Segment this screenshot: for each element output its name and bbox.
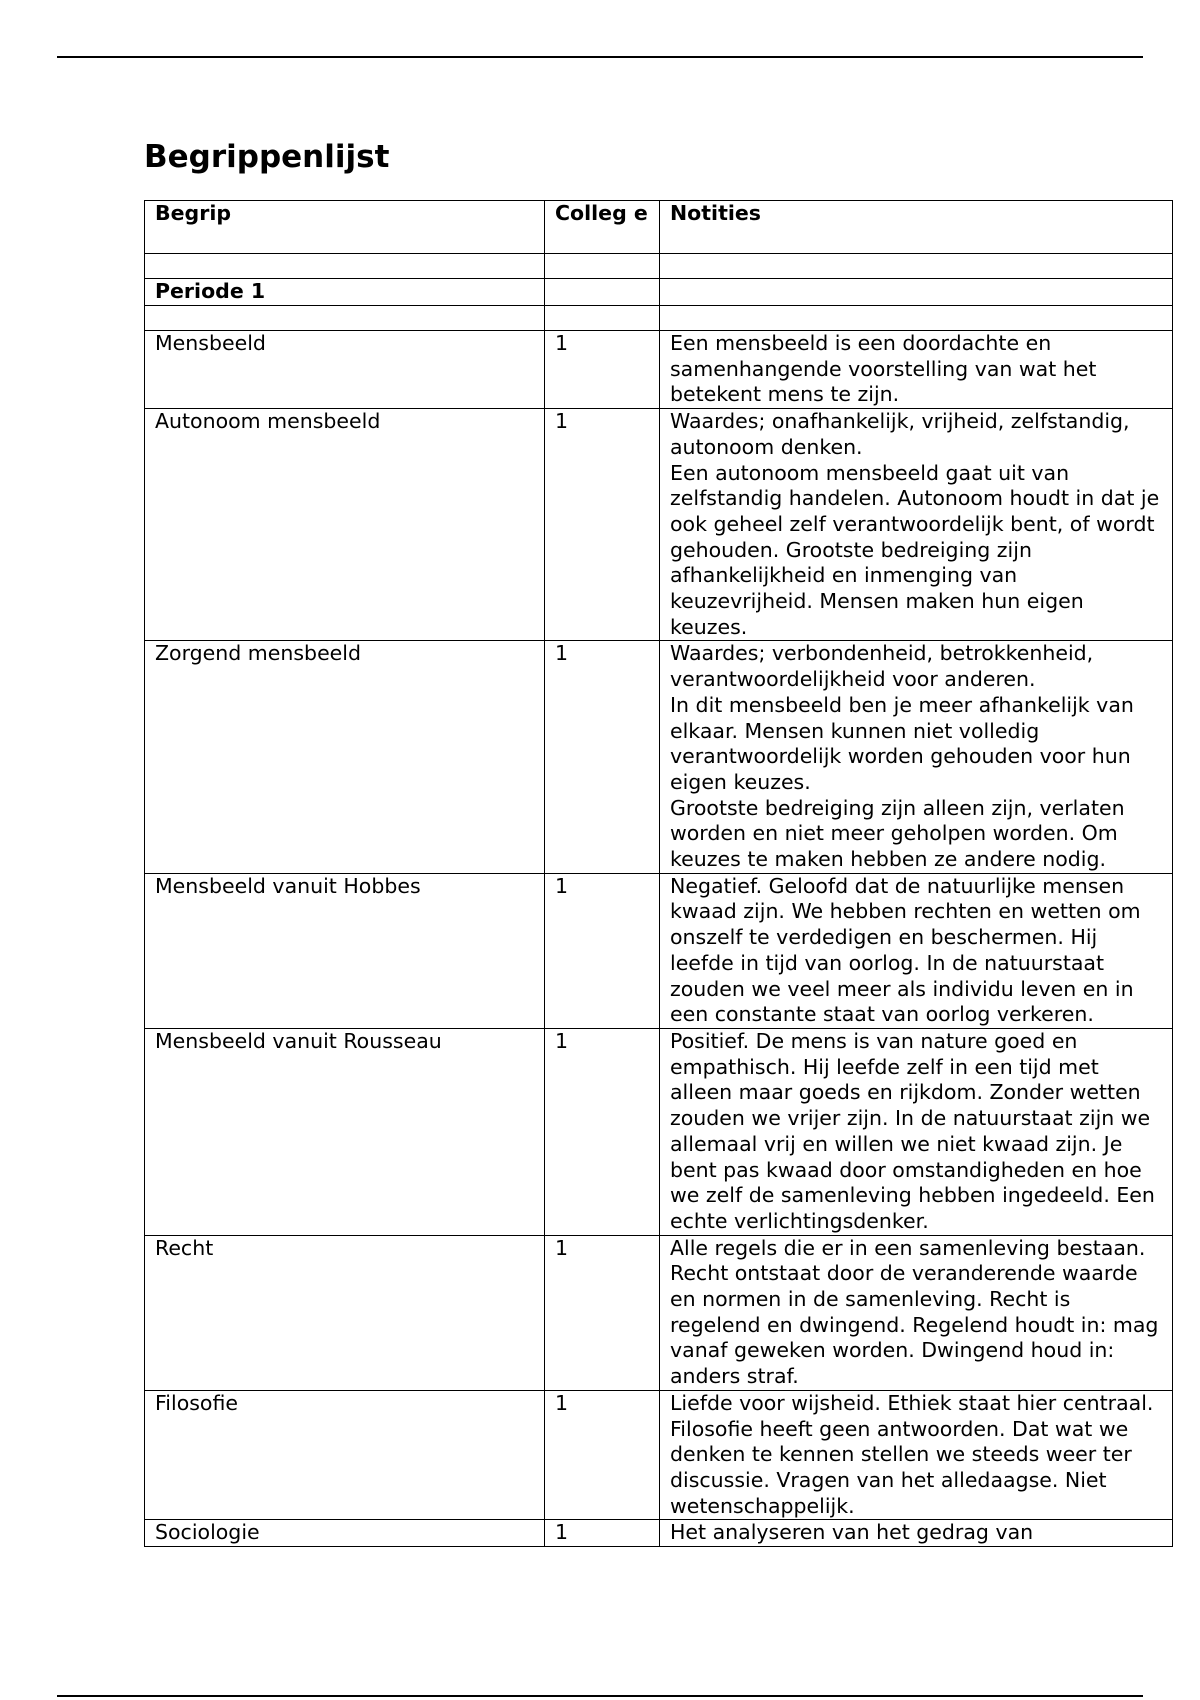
notes-paragraph: In dit mensbeeld ben je meer afhankelijk van elkaar. Mensen kunnen niet volledig verantwoordelijk worden gehouden voor hun eigen keuzes.: [670, 692, 1134, 794]
notes-cell: [660, 1390, 1173, 1520]
blank-cell: [660, 306, 1173, 331]
header-rule: [57, 56, 1143, 58]
notes-cell: [660, 1028, 1173, 1235]
blank-cell: [545, 254, 660, 279]
notes-cell: [660, 1520, 1173, 1547]
college-cell: 1: [545, 409, 660, 641]
table-row-mensbeeld: [145, 331, 1173, 409]
college-cell: 1: [545, 1390, 660, 1520]
header-notities: Notities: [660, 201, 1173, 254]
blank-cell: [660, 279, 1173, 306]
table-row-recht: [145, 1235, 1173, 1390]
table-row-mensbeeld-rousseau: [145, 1028, 1173, 1235]
table-header-row: [145, 201, 1173, 254]
notes-paragraph: Positief. De mens is van nature goed en empathisch. Hij leefde zelf in een tijd met alleen maar goeds en rijkdom. Zonder wetten zouden we vrijer zijn. In de natuurstaat zijn we allemaal vrij en willen we niet kwaad zijn. Je bent pas kwaad door omstandigheden en hoe we zelf de samenleving hebben ingedeeld. Een echte verlichtingsdenker.: [670, 1028, 1155, 1233]
table-row-filosofie: [145, 1390, 1173, 1520]
blank-cell: [145, 254, 545, 279]
blank-row: [145, 254, 1173, 279]
blank-cell: [545, 306, 660, 331]
term-cell: Zorgend mensbeeld: [145, 641, 545, 873]
college-cell: 1: [545, 1235, 660, 1390]
table-row-autonoom-mensbeeld: [145, 409, 1173, 641]
term-cell: Recht: [145, 1235, 545, 1390]
notes-cell: [660, 641, 1173, 873]
notes-paragraph: Liefde voor wijsheid. Ethiek staat hier centraal. Filosofie heeft geen antwoorden. Dat wat we denken te kennen stellen we steeds weer ter discussie. Vragen van het alledaagse. Niet wetenschappelijk.: [670, 1390, 1154, 1518]
notes-paragraph: Het analyseren van het gedrag van: [670, 1520, 1034, 1545]
term-cell: Mensbeeld: [145, 331, 545, 409]
notes-cell: [660, 409, 1173, 641]
blank-row: [145, 306, 1173, 331]
notes-paragraph: Negatief. Geloofd dat de natuurlijke mensen kwaad zijn. We hebben rechten en wetten om onszelf te verdedigen en beschermen. Hij leefde in tijd van oorlog. In de natuurstaat zouden we veel meer als individu leven en in een constante staat van oorlog verkeren.: [670, 873, 1141, 1027]
college-cell: 1: [545, 331, 660, 409]
term-cell: Mensbeeld vanuit Hobbes: [145, 873, 545, 1028]
term-cell: Sociologie: [145, 1520, 545, 1547]
notes-paragraph: Waardes; onafhankelijk, vrijheid, zelfstandig, autonoom denken.: [670, 409, 1130, 459]
table-row-zorgend-mensbeeld: [145, 641, 1173, 873]
footer-rule: [57, 1695, 1143, 1697]
period-row: [145, 279, 1173, 306]
header-begrip: Begrip: [145, 201, 545, 254]
notes-paragraph: Waardes; verbondenheid, betrokkenheid, verantwoordelijkheid voor anderen.: [670, 641, 1094, 692]
notes-cell: [660, 873, 1173, 1028]
notes-paragraph: Een autonoom mensbeeld gaat uit van zelfstandig handelen. Autonoom houdt in dat je ook geheel zelf verantwoordelijk bent, of wordt gehouden. Grootste bedreiging zijn afhankelijkheid en inmenging van keuzevrijheid. Mensen maken hun eigen keuzes.: [670, 460, 1160, 639]
blank-cell: [660, 254, 1173, 279]
college-cell: 1: [545, 1520, 660, 1547]
table-row-sociologie: [145, 1520, 1173, 1547]
notes-cell: [660, 331, 1173, 409]
blank-cell: [145, 306, 545, 331]
header-college: Colleg e: [545, 201, 660, 254]
notes-paragraph: Een mensbeeld is een doordachte en samenhangende voorstelling van wat het betekent mens te zijn.: [670, 331, 1097, 407]
notes-paragraph: Alle regels die er in een samenleving bestaan. Recht ontstaat door de veranderende waarde en normen in de samenleving. Recht is regelend en dwingend. Regelend houdt in: mag vanaf geweken worden. Dwingend houd in: anders straf.: [670, 1235, 1159, 1389]
notes-paragraph: Grootste bedreiging zijn alleen zijn, verlaten worden en niet meer geholpen worden. Om keuzes te maken hebben ze andere nodig.: [670, 795, 1125, 872]
blank-cell: [545, 279, 660, 306]
college-cell: 1: [545, 873, 660, 1028]
terms-table: [144, 200, 1173, 1547]
college-cell: 1: [545, 641, 660, 873]
notes-cell: [660, 1235, 1173, 1390]
period-label: Periode 1: [145, 279, 545, 306]
page-title: Begrippenlijst: [144, 139, 390, 175]
term-cell: Mensbeeld vanuit Rousseau: [145, 1028, 545, 1235]
term-cell: Filosofie: [145, 1390, 545, 1520]
table-row-mensbeeld-hobbes: [145, 873, 1173, 1028]
term-cell: Autonoom mensbeeld: [145, 409, 545, 641]
college-cell: 1: [545, 1028, 660, 1235]
